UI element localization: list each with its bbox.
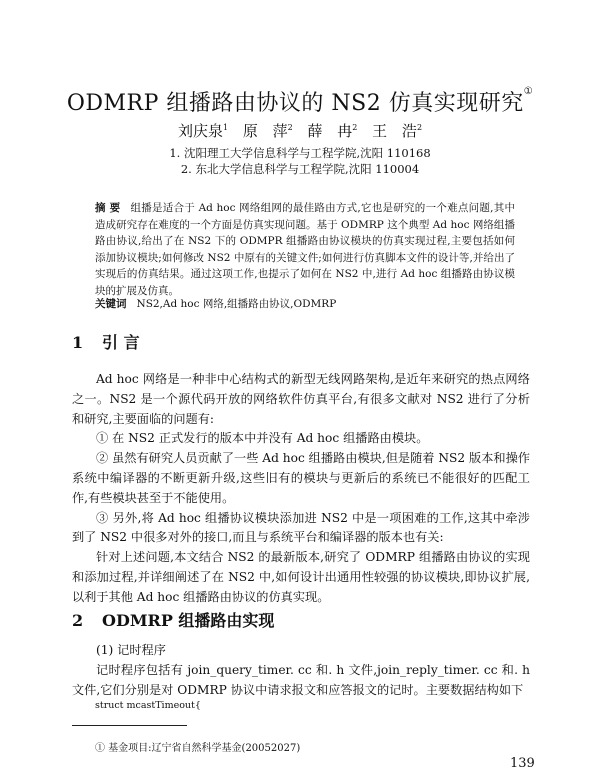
author-name: 王 浩 — [372, 122, 417, 140]
section-heading-1 — [72, 330, 140, 353]
section-1-body — [72, 370, 530, 608]
section-2-body — [72, 641, 530, 700]
author-name: 刘庆泉 — [177, 122, 223, 140]
affiliation: 2. 东北大学信息科学与工程学院,沈阳 110004 — [180, 162, 420, 176]
abstract-text: 组播是适合于 Ad hoc 网络组网的最佳路由方式,它也是研究的一个难点问题,其中造成研究存在难度的一个方面是仿真实现问题。基于 ODMRP 这个典型 Ad hoc 网络组播路由协议,给出了在 NS2 下的 ODMPR 组播路由协议模块的仿真实现过程,主要包括如何添加协议模块;如何修改 NS2 中原有的关键文件;如何进行仿真脚本文件的设计等,并给出了实现后的仿真结果。通过这项工作,也提示了如何在 NS2 中,进行 Ad hoc 组播路由协议模块的扩展及仿真。 — [95, 202, 515, 297]
paragraph: ③ 另外,将 Ad hoc 组播协议模块添加进 NS2 中是一项困难的工作,这其中牵涉到了 NS2 中很多对外的接口,而且与系统平台和编译器的版本也有关: — [72, 510, 530, 545]
author — [178, 122, 228, 140]
author — [372, 122, 422, 140]
keywords-text: NS2,Ad hoc 网络,组播路由协议,ODMRP — [136, 298, 337, 310]
paragraph: ② 虽然有研究人员贡献了一些 Ad hoc 组播路由模块,但是随着 NS2 版本和操作系统中编译器的不断更新升级,这些旧有的模块与更新后的系统已不能很好的匹配工作,有些模块甚至于不能使用。 — [72, 451, 530, 505]
author-name: 薛 冉 — [307, 122, 353, 140]
paragraph: Ad hoc 网络是一种非中心结构式的新型无线网路架构,是近年来研究的热点网络之一。NS2 是一个源代码开放的网络软件仿真平台,有很多文献对 NS2 进行了分析和研究,主要面临的问题有: — [72, 372, 530, 426]
section-number: 2 — [72, 611, 84, 630]
title-text: ODMRP 组播路由协议的 NS2 仿真实现研究 — [66, 91, 524, 116]
section-heading-2 — [72, 608, 274, 631]
section-title: 引 言 — [102, 333, 140, 352]
affiliation: 1. 沈阳理工大学信息科学与工程学院,沈阳 110168 — [169, 146, 431, 160]
footnote-divider — [72, 725, 187, 726]
author-affiliation-mark: 2 — [416, 123, 423, 132]
author — [243, 122, 293, 140]
paragraph: 针对上述问题,本文结合 NS2 的最新版本,研究了 ODMRP 组播路由协议的实现和添加过程,并详细阐述了在 NS2 中,如何设计出通用性较强的协议模块,即协议扩展,以利于其他 Ad hoc 组播路由协议的仿真实现。 — [72, 550, 530, 604]
author-list — [0, 120, 600, 141]
section-title: ODMRP 组播路由实现 — [102, 611, 275, 630]
author-affiliation-mark: 1 — [222, 123, 229, 132]
subsection-title: (1) 记时程序 — [96, 643, 166, 657]
code-line: struct mcastTimeout{ — [95, 700, 201, 711]
author-affiliation-mark: 2 — [287, 123, 293, 132]
author-affiliation-mark: 2 — [352, 123, 358, 132]
section-number: 1 — [72, 333, 84, 352]
keywords-label: 关键词 — [95, 298, 127, 310]
abstract — [95, 200, 515, 299]
keywords — [95, 296, 336, 311]
page-number: 139 — [510, 756, 535, 771]
paragraph: ① 在 NS2 正式发行的版本中并没有 Ad hoc 组播路由模块。 — [96, 431, 429, 446]
paper-title — [0, 86, 600, 117]
author — [308, 122, 358, 140]
author-name: 原 萍 — [242, 122, 288, 140]
paragraph: 记时程序包括有 join_query_timer. cc 和. h 文件,join_reply_timer. cc 和. h 文件,它们分别是对 ODMRP 协议中请求报文和应答报文的记时。主要数据结构如下 — [72, 662, 530, 697]
abstract-label: 摘 要 — [95, 202, 121, 214]
footnote: ① 基金项目:辽宁省自然科学基金(20052027) — [95, 743, 301, 754]
title-footnote-mark: ① — [523, 86, 534, 97]
